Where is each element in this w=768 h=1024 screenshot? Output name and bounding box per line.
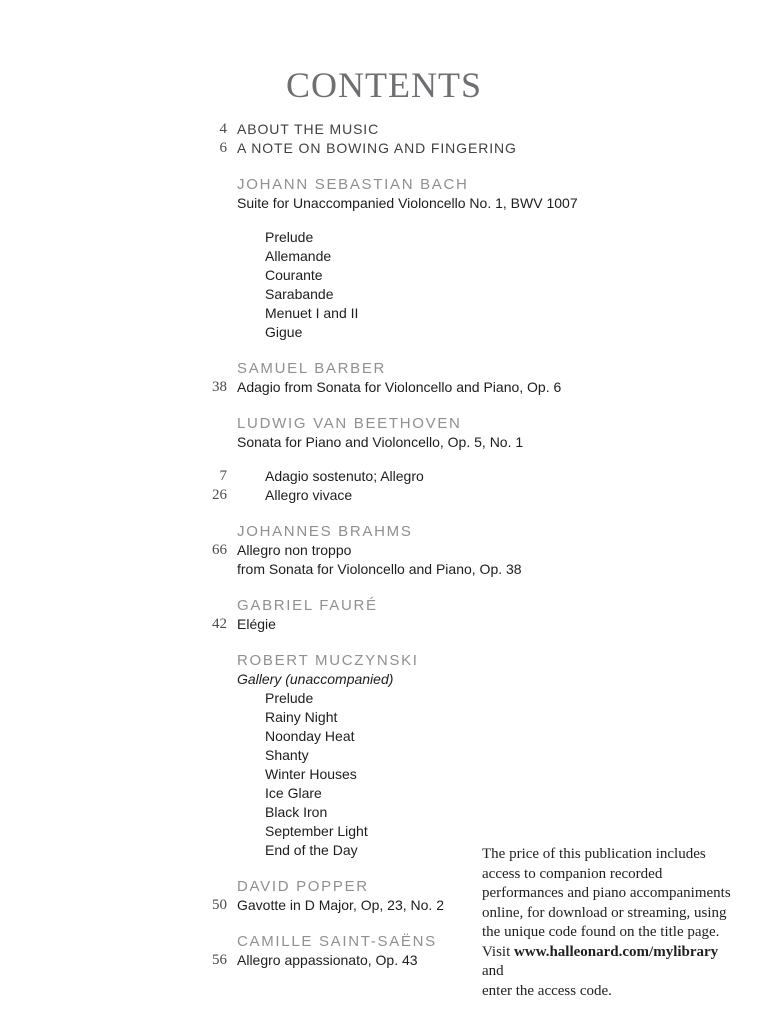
- composer-name: ROBERT MUCZYNSKI: [237, 652, 419, 669]
- notice-line: online, for download or streaming, using: [482, 904, 727, 921]
- work-title: Elégie: [237, 616, 276, 632]
- composer-name: SAMUEL BARBER: [237, 360, 387, 377]
- notice-line: the unique code found on the title page.: [482, 924, 720, 940]
- notice-text: and: [482, 963, 504, 979]
- movement-title: Allemande: [265, 248, 332, 264]
- notice-line: [482, 943, 737, 982]
- section-barber: [200, 359, 600, 397]
- page-number: [200, 560, 227, 579]
- work-entry: [200, 670, 600, 689]
- movement-entry: [200, 822, 600, 841]
- notice-line: The price of this publication includes: [482, 846, 706, 862]
- movement-title: Ice Glare: [265, 785, 322, 801]
- toc-entry-about-the-music: [200, 120, 600, 139]
- composer-heading: [200, 414, 600, 433]
- composer-name: JOHANN SEBASTIAN BACH: [237, 176, 469, 193]
- page-number: 7: [219, 468, 227, 484]
- work-title: Sonata for Piano and Violoncello, Op. 5, No. 1: [237, 434, 524, 450]
- movement-entry: [200, 285, 600, 304]
- page-number: [200, 708, 227, 727]
- movement-title: End of the Day: [265, 842, 358, 858]
- work-title: Gavotte in D Major, Op, 23, No. 2: [237, 897, 444, 913]
- page-number: [200, 765, 227, 784]
- movement-title: Winter Houses: [265, 766, 357, 782]
- page-number: 6: [219, 140, 227, 156]
- notice-line: enter the access code.: [482, 982, 612, 999]
- page-number: [200, 247, 227, 266]
- work-title: Gallery (unaccompanied): [237, 671, 394, 687]
- movement-title: Allegro vivace: [265, 487, 353, 503]
- section-bach: [200, 175, 600, 342]
- toc-entry-bowing-and-fingering: [200, 139, 600, 158]
- composer-heading: [200, 522, 600, 541]
- movement-entry: [200, 689, 600, 708]
- composer-name: JOHANNES BRAHMS: [237, 523, 413, 540]
- page-number: 56: [212, 952, 227, 968]
- work-title: Allegro appassionato, Op. 43: [237, 952, 418, 968]
- page-number: [200, 803, 227, 822]
- movement-list: [200, 228, 600, 342]
- page-number: [200, 266, 227, 285]
- page-number: [200, 822, 227, 841]
- movement-title: Noonday Heat: [265, 728, 355, 744]
- notice-line: performances and piano accompaniments: [482, 885, 731, 901]
- composer-name: DAVID POPPER: [237, 878, 369, 895]
- composer-heading: [200, 359, 600, 378]
- work-title: Suite for Unaccompanied Violoncello No. 1, BWV 1007: [237, 195, 578, 211]
- work-entry: [200, 433, 600, 452]
- page-number: [200, 522, 227, 541]
- page-number: 66: [212, 542, 227, 558]
- movement-title: Courante: [265, 267, 323, 283]
- section-beethoven: [200, 414, 600, 505]
- page-number: [200, 841, 227, 860]
- composer-name: GABRIEL FAURÉ: [237, 597, 378, 614]
- work-entry: [200, 615, 600, 634]
- movement-entry: [200, 323, 600, 342]
- page-number: [200, 877, 227, 896]
- page-number: [200, 414, 227, 433]
- movement-entry: [200, 304, 600, 323]
- movement-title: Adagio sostenuto; Allegro: [265, 468, 424, 484]
- composer-heading: [200, 596, 600, 615]
- movement-title: Prelude: [265, 229, 314, 245]
- movement-entry: [200, 486, 600, 505]
- entry-label: A NOTE ON BOWING AND FINGERING: [237, 140, 517, 156]
- movement-entry: [200, 803, 600, 822]
- library-url: www.halleonard.com/mylibrary: [514, 943, 719, 960]
- access-notice: [482, 845, 737, 1001]
- page-number: [200, 285, 227, 304]
- notice-line: access to companion recorded: [482, 865, 663, 882]
- page-number: 38: [212, 379, 227, 395]
- section-faure: [200, 596, 600, 634]
- movement-entry: [200, 727, 600, 746]
- page-number: [200, 323, 227, 342]
- page-number: [200, 727, 227, 746]
- movement-list: [200, 467, 600, 505]
- movement-title: Black Iron: [265, 804, 328, 820]
- section-muczynski: [200, 651, 600, 860]
- movement-entry: [200, 467, 600, 486]
- table-of-contents: [200, 120, 600, 970]
- page-number: [200, 433, 227, 452]
- composer-heading: [200, 651, 600, 670]
- page-title: CONTENTS: [286, 65, 482, 105]
- page-number: [200, 228, 227, 247]
- page-number: [200, 304, 227, 323]
- page-number: 26: [212, 487, 227, 503]
- movement-title: Prelude: [265, 690, 314, 706]
- movement-title: Menuet I and II: [265, 305, 359, 321]
- movement-entry: [200, 247, 600, 266]
- page-number: 42: [212, 616, 227, 632]
- page-number: [200, 689, 227, 708]
- entry-label: ABOUT THE MUSIC: [237, 121, 380, 137]
- movement-entry: [200, 746, 600, 765]
- movement-entry: [200, 765, 600, 784]
- work-title: Allegro non troppo: [237, 542, 352, 558]
- movement-title: Gigue: [265, 324, 303, 340]
- page-number: 50: [212, 897, 227, 913]
- page-number: [200, 746, 227, 765]
- page-number: [200, 359, 227, 378]
- composer-name: CAMILLE SAINT-SAËNS: [237, 933, 437, 950]
- movement-title: Shanty: [265, 747, 309, 763]
- movement-title: Sarabande: [265, 286, 334, 302]
- movement-entry: [200, 228, 600, 247]
- movement-title: September Light: [265, 823, 368, 839]
- work-entry-subtitle: [200, 560, 600, 579]
- movement-entry: [200, 266, 600, 285]
- notice-text: Visit: [482, 943, 515, 960]
- work-entry: [200, 541, 600, 560]
- page-number: [200, 596, 227, 615]
- page-number: [200, 651, 227, 670]
- page-number: [200, 932, 227, 951]
- movement-entry: [200, 708, 600, 727]
- composer-name: LUDWIG VAN BEETHOVEN: [237, 415, 462, 432]
- page-number: [200, 784, 227, 803]
- work-entry: [200, 378, 600, 397]
- work-entry: [200, 194, 600, 213]
- work-title: Adagio from Sonata for Violoncello and Piano, Op. 6: [237, 379, 562, 395]
- page-number: [200, 175, 227, 194]
- page-number: 4: [219, 121, 227, 137]
- movement-title: Rainy Night: [265, 709, 338, 725]
- movement-entry: [200, 784, 600, 803]
- page-number: [200, 194, 227, 213]
- movement-list: [200, 689, 600, 860]
- work-subtitle: from Sonata for Violoncello and Piano, Op. 38: [237, 561, 522, 577]
- page-number: [200, 670, 227, 689]
- composer-heading: [200, 175, 600, 194]
- section-brahms: [200, 522, 600, 579]
